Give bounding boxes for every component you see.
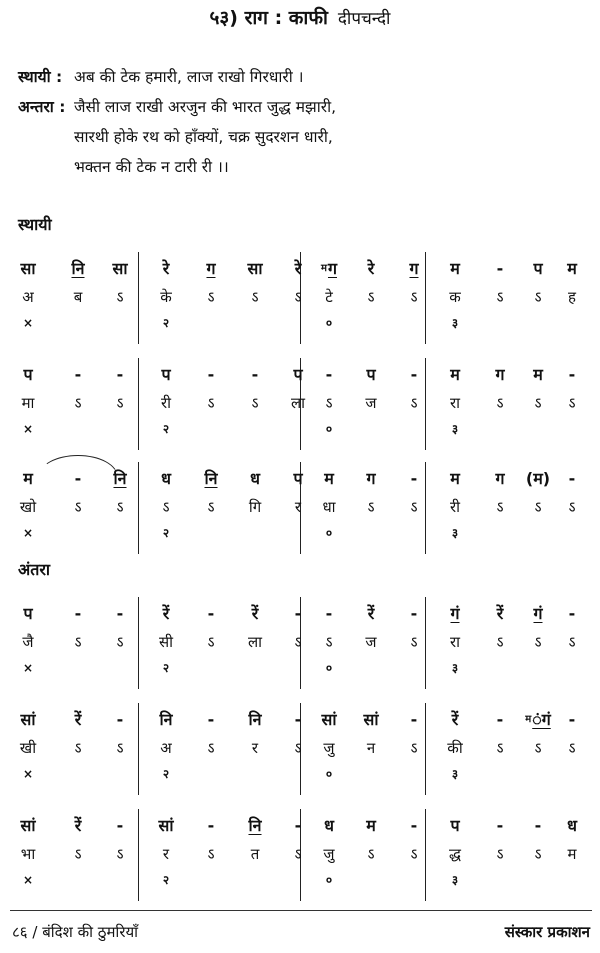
antara-lyric-line xyxy=(18,152,588,182)
swar-note: - xyxy=(74,365,82,384)
bol-syllable: ऽ xyxy=(294,633,302,651)
swar-note: रें xyxy=(451,710,459,729)
notation-avart xyxy=(0,709,600,809)
swar-note: - xyxy=(207,365,215,384)
swar-note: - xyxy=(251,365,259,384)
page-title xyxy=(0,4,600,30)
bol-syllable: ऽ xyxy=(207,739,215,757)
antara-section-label: अंतरा xyxy=(18,560,51,579)
swar-note: - xyxy=(325,365,333,384)
bol-syllable: ऽ xyxy=(74,739,82,757)
vibhag-divider xyxy=(138,252,139,344)
vibhag-divider xyxy=(138,703,139,795)
taal-marker: ३ xyxy=(451,526,459,540)
notation-avart xyxy=(0,815,600,915)
swar-note: नि xyxy=(248,816,262,835)
bol-syllable: द्ध xyxy=(449,845,461,863)
bol-syllable: ऽ xyxy=(207,633,215,651)
swar-note: - xyxy=(207,710,215,729)
vibhag-divider xyxy=(138,809,139,901)
bol-syllable: री xyxy=(160,394,172,412)
taal-marker: ३ xyxy=(451,316,459,330)
bol-syllable: न xyxy=(366,739,376,757)
bol-syllable: ऽ xyxy=(116,845,124,863)
footer-publisher: संस्कार प्रकाशन xyxy=(504,923,590,941)
swar-note: - xyxy=(410,710,418,729)
bol-syllable: ऽ xyxy=(534,845,542,863)
bol-syllable: ऽ xyxy=(568,498,576,516)
taal-marker: ० xyxy=(325,316,333,330)
bol-syllable: ऽ xyxy=(162,498,170,516)
bol-syllable: ऽ xyxy=(568,633,576,651)
swar-note: रें xyxy=(251,604,259,623)
antara-lyric-line xyxy=(18,122,588,152)
swar-note: - xyxy=(116,365,124,384)
bol-syllable: र xyxy=(162,845,170,863)
bol-syllable: ला xyxy=(247,633,263,651)
bol-syllable: ऽ xyxy=(251,288,259,306)
swar-note: सां xyxy=(158,816,174,835)
bol-syllable: ला xyxy=(290,394,306,412)
swar-note: - xyxy=(568,710,576,729)
swar-note: - xyxy=(294,710,302,729)
bol-syllable: ऽ xyxy=(116,498,124,516)
swar-note: सां xyxy=(20,816,36,835)
swar-note: ग xyxy=(495,469,505,488)
swar-note: रे xyxy=(367,259,375,278)
bol-syllable: ऽ xyxy=(325,394,333,412)
bol-syllable: अ xyxy=(160,739,172,757)
swar-note: नि xyxy=(204,469,218,488)
bol-syllable: म xyxy=(567,845,577,863)
swar-note: - xyxy=(534,816,542,835)
taal-marker: × xyxy=(22,526,34,540)
antara-lyric-text: जैसी लाज राखी अरजुन की भारत जुद्ध मझारी, xyxy=(74,98,337,116)
antara-lyric-text: सारथी होके रथ को हाँक्यों, चक्र सुदरशन धारी, xyxy=(74,128,333,146)
swar-note: प xyxy=(450,816,460,835)
bol-syllable: र xyxy=(294,498,302,516)
swar-note: - xyxy=(568,365,576,384)
swar-note: रे xyxy=(294,259,302,278)
bol-syllable: ऽ xyxy=(325,633,333,651)
swar-note: रें xyxy=(74,710,82,729)
bol-syllable: त xyxy=(250,845,260,863)
bol-syllable: ऽ xyxy=(74,633,82,651)
swar-note: - xyxy=(207,816,215,835)
swar-note: म xyxy=(450,469,460,488)
swar-note: प xyxy=(366,365,376,384)
swar-note: ग xyxy=(409,259,419,278)
swar-note: - xyxy=(207,604,215,623)
bol-syllable: ऽ xyxy=(496,845,504,863)
bol-syllable: ऽ xyxy=(410,394,418,412)
antara-lyric-line xyxy=(18,92,588,122)
footer-page-info: ८६ / बंदिश की ठुमरियाँ xyxy=(12,923,139,941)
swar-note: ध xyxy=(324,816,334,835)
taal-marker: २ xyxy=(162,526,170,540)
bol-syllable: ऽ xyxy=(74,394,82,412)
taal-name: दीपचन्दी xyxy=(337,9,391,29)
bol-syllable: री xyxy=(449,498,461,516)
sthayi-lyric-line xyxy=(18,62,588,92)
bol-syllable: ऽ xyxy=(207,288,215,306)
swar-note: म xyxy=(23,469,33,488)
swar-note: रें xyxy=(367,604,375,623)
swar-note: प xyxy=(23,604,33,623)
swar-note: प xyxy=(293,365,303,384)
raga-title: ५३) राग : काफी xyxy=(209,7,328,29)
bol-syllable: जु xyxy=(323,739,335,757)
notation-avart xyxy=(0,364,600,464)
swar-note: म xyxy=(324,469,334,488)
swar-note: ग xyxy=(366,469,376,488)
sthayi-lyric-label: स्थायी : xyxy=(18,68,63,86)
notation-avart xyxy=(0,603,600,703)
bol-syllable: की xyxy=(447,739,463,757)
taal-marker: × xyxy=(22,873,34,887)
swar-note: प xyxy=(293,469,303,488)
swar-note: रें xyxy=(74,816,82,835)
bol-syllable: ऽ xyxy=(568,394,576,412)
swar-note: म xyxy=(567,259,577,278)
bol-syllable: ऽ xyxy=(534,739,542,757)
taal-marker: ३ xyxy=(451,661,459,675)
bol-syllable: ऽ xyxy=(116,394,124,412)
bol-syllable: ऽ xyxy=(496,498,504,516)
bol-syllable: ज xyxy=(365,633,377,651)
bol-syllable: ऽ xyxy=(294,288,302,306)
swar-note: ग xyxy=(495,365,505,384)
bol-syllable: ऽ xyxy=(294,739,302,757)
swar-note: सां xyxy=(321,710,337,729)
bol-syllable: ऽ xyxy=(294,845,302,863)
lyrics-block xyxy=(18,62,588,182)
bol-syllable: ऽ xyxy=(534,498,542,516)
taal-marker: ० xyxy=(325,873,333,887)
swar-note: नि xyxy=(159,710,173,729)
swar-note: - xyxy=(568,469,576,488)
swar-note: रे xyxy=(162,259,170,278)
swar-note: म xyxy=(450,259,460,278)
swar-note: - xyxy=(568,604,576,623)
bol-syllable: ऽ xyxy=(74,498,82,516)
swar-note: सा xyxy=(247,259,263,278)
bol-syllable: ऽ xyxy=(74,845,82,863)
bol-syllable: ऽ xyxy=(116,739,124,757)
swar-note: म xyxy=(450,365,460,384)
bol-syllable: ब xyxy=(73,288,83,306)
swar-note: - xyxy=(496,259,504,278)
vibhag-divider xyxy=(138,358,139,450)
bol-syllable: ऽ xyxy=(367,288,375,306)
kan-swar: म xyxy=(321,263,327,274)
bol-syllable: ह xyxy=(568,288,576,306)
bol-syllable: ऽ xyxy=(116,633,124,651)
taal-marker: ० xyxy=(325,526,333,540)
swar-note: ध xyxy=(250,469,260,488)
swar-note: (म) xyxy=(525,469,551,488)
swar-note: ग xyxy=(206,259,216,278)
swar-note: ध xyxy=(567,816,577,835)
bol-syllable: जु xyxy=(323,845,335,863)
taal-marker: ० xyxy=(325,661,333,675)
swar-note: म xyxy=(366,816,376,835)
bol-syllable: ऽ xyxy=(207,498,215,516)
taal-marker: २ xyxy=(162,767,170,781)
bol-syllable: जै xyxy=(22,633,34,651)
swar-note: रें xyxy=(162,604,170,623)
bol-syllable: ऽ xyxy=(568,739,576,757)
bol-syllable: ऽ xyxy=(367,498,375,516)
bol-syllable: ऽ xyxy=(534,394,542,412)
taal-marker: ० xyxy=(325,422,333,436)
bol-syllable: अ xyxy=(22,288,34,306)
swar-note: - xyxy=(496,816,504,835)
swar-note: - xyxy=(294,604,302,623)
swar-note: - xyxy=(410,816,418,835)
swar-note: सा xyxy=(20,259,36,278)
bol-syllable: टे xyxy=(325,288,333,306)
footer-divider xyxy=(10,910,592,911)
swar-note: - xyxy=(116,710,124,729)
bol-syllable: ऽ xyxy=(367,845,375,863)
swar-note: $^म$ंगं xyxy=(525,710,551,729)
taal-marker: × xyxy=(22,661,34,675)
bol-syllable: के xyxy=(160,288,172,306)
swar-note: - xyxy=(496,710,504,729)
swar-note: $^म$ग xyxy=(321,259,337,278)
swar-note: नि xyxy=(113,469,127,488)
notation-avart xyxy=(0,468,600,568)
antara-lyric-text: भक्तन की टेक न टारी री ।। xyxy=(74,158,229,176)
swar-note: सा xyxy=(112,259,128,278)
bol-syllable: सी xyxy=(158,633,174,651)
vibhag-divider xyxy=(138,597,139,689)
swar-note: - xyxy=(294,816,302,835)
taal-marker: २ xyxy=(162,661,170,675)
bol-syllable: खी xyxy=(19,739,37,757)
taal-marker: २ xyxy=(162,422,170,436)
swar-note: - xyxy=(116,816,124,835)
bol-syllable: र xyxy=(251,739,259,757)
swar-note: प xyxy=(533,259,543,278)
swar-note: प xyxy=(161,365,171,384)
vibhag-divider xyxy=(138,462,139,554)
swar-note: रें xyxy=(496,604,504,623)
bol-syllable: ऽ xyxy=(496,739,504,757)
bol-syllable: ऽ xyxy=(116,288,124,306)
antara-lyric-label: अन्तरा : xyxy=(18,98,66,116)
swar-note: गं xyxy=(533,604,543,623)
taal-marker: २ xyxy=(162,873,170,887)
sthayi-lyric-text: अब की टेक हमारी, लाज राखो गिरधारी । xyxy=(74,68,304,86)
swar-note: म xyxy=(533,365,543,384)
bol-syllable: ऽ xyxy=(410,498,418,516)
bol-syllable: खो xyxy=(19,498,37,516)
swar-note: सां xyxy=(20,710,36,729)
bol-syllable: गि xyxy=(248,498,262,516)
taal-marker: × xyxy=(22,767,34,781)
bol-syllable: मा xyxy=(21,394,35,412)
kan-swar: म xyxy=(525,714,532,725)
swar-note: प xyxy=(23,365,33,384)
bol-syllable: ऽ xyxy=(410,633,418,651)
swar-note: - xyxy=(410,469,418,488)
bol-syllable: ऽ xyxy=(534,633,542,651)
sthayi-section-label: स्थायी xyxy=(18,215,52,234)
taal-marker: ३ xyxy=(451,422,459,436)
swar-note: - xyxy=(410,604,418,623)
bol-syllable: ऽ xyxy=(251,394,259,412)
notation-avart xyxy=(0,258,600,358)
bol-syllable: भा xyxy=(20,845,36,863)
swar-note: सां xyxy=(363,710,379,729)
taal-marker: × xyxy=(22,316,34,330)
bol-syllable: ऽ xyxy=(410,845,418,863)
swar-note: - xyxy=(74,469,82,488)
bol-syllable: ज xyxy=(365,394,377,412)
bol-syllable: ऽ xyxy=(207,394,215,412)
bol-syllable: ऽ xyxy=(496,394,504,412)
bol-syllable: ऽ xyxy=(496,633,504,651)
swar-note: गं xyxy=(450,604,460,623)
bol-syllable: रा xyxy=(449,394,461,412)
taal-marker: ० xyxy=(325,767,333,781)
bol-syllable: रा xyxy=(449,633,461,651)
bol-syllable: ऽ xyxy=(207,845,215,863)
bol-syllable: ऽ xyxy=(534,288,542,306)
bol-syllable: ऽ xyxy=(410,739,418,757)
bol-syllable: धा xyxy=(322,498,336,516)
taal-marker: × xyxy=(22,422,34,436)
swar-note: - xyxy=(74,604,82,623)
swar-note: नि xyxy=(248,710,262,729)
swar-note: ध xyxy=(161,469,171,488)
bol-syllable: ऽ xyxy=(410,288,418,306)
swar-note: नि xyxy=(71,259,85,278)
taal-marker: ३ xyxy=(451,873,459,887)
bol-syllable: ऽ xyxy=(496,288,504,306)
bol-syllable: क xyxy=(449,288,461,306)
taal-marker: २ xyxy=(162,316,170,330)
swar-note: - xyxy=(325,604,333,623)
swar-note: - xyxy=(410,365,418,384)
swar-note: - xyxy=(116,604,124,623)
taal-marker: ३ xyxy=(451,767,459,781)
